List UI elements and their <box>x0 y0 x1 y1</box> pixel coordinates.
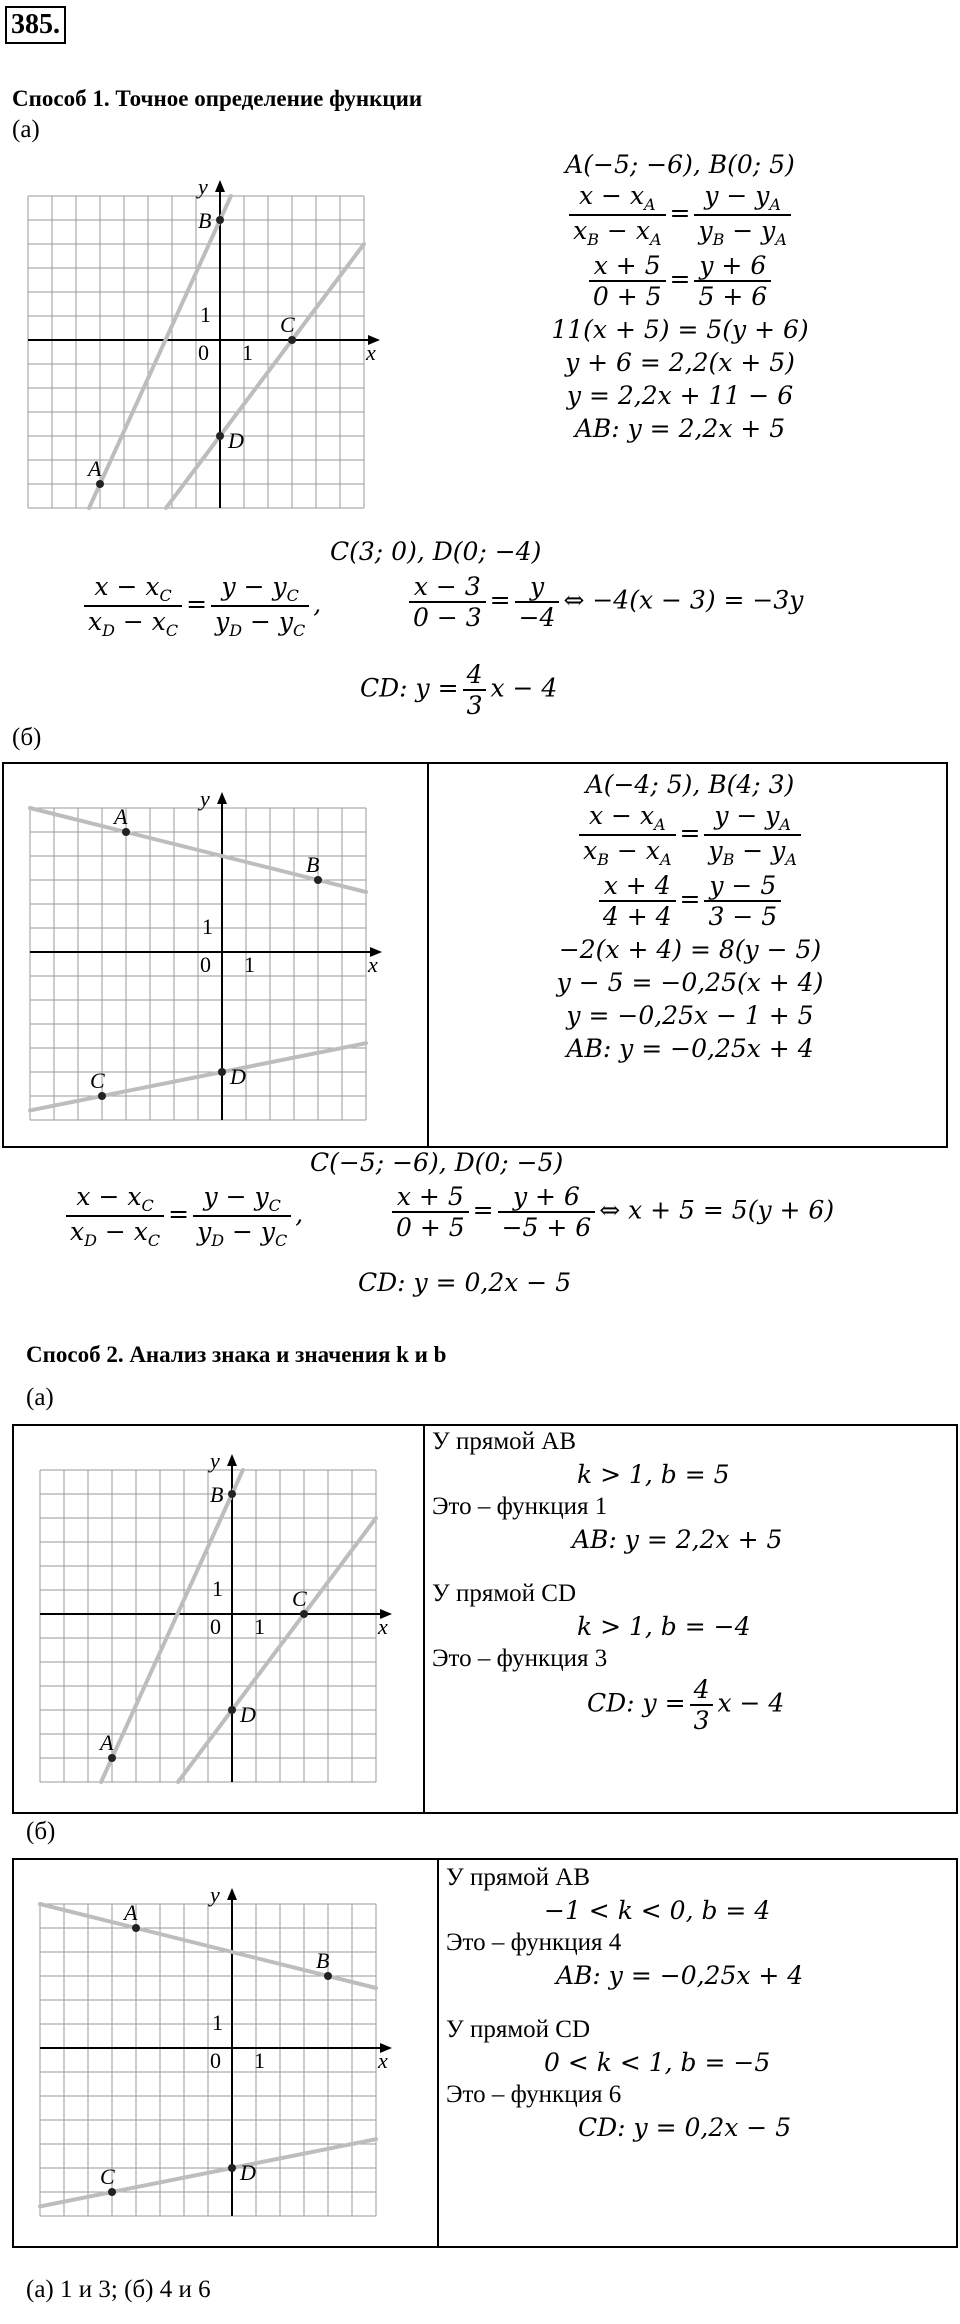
y-arrow <box>227 1888 237 1900</box>
x-one-label: 1 <box>242 340 253 365</box>
step-1: 11(x + 5) = 5(y + 6) <box>551 315 809 344</box>
x-one-label: 1 <box>254 1614 265 1639</box>
point-label-d: D <box>240 2160 256 2185</box>
point-b <box>216 216 224 224</box>
point-label-c: C <box>90 1068 105 1093</box>
ab-function: Это – функция 4 <box>446 1929 622 1956</box>
fraction-equation-substituted: $\frac{x + 5}{0 + 5}$ = $\frac{y + 6}{5 + 6}$ <box>420 251 940 311</box>
cd-title: У прямой CD <box>446 2016 591 2043</box>
point-label-b: B <box>306 852 320 877</box>
method2-a-label: (а) <box>26 1384 54 1411</box>
point-d <box>228 2164 236 2172</box>
y-arrow <box>227 1454 237 1466</box>
graph-1a <box>10 158 392 530</box>
y-one-label: 1 <box>212 2010 223 2035</box>
cd-points: C(3; 0), D(0; −4) <box>330 537 542 566</box>
x-axis-label: x <box>378 2048 388 2073</box>
ab-function: Это – функция 1 <box>432 1493 608 1520</box>
ab-result: AB: y = 2,2x + 5 <box>574 414 786 443</box>
origin-label: 0 <box>200 952 211 977</box>
point-label-d: D <box>228 428 244 453</box>
point-c <box>108 2188 116 2196</box>
y-arrow <box>217 792 227 804</box>
ab-title: У прямой AB <box>432 1428 577 1455</box>
point-label-b: B <box>198 208 212 233</box>
point-label-a: A <box>100 1730 114 1755</box>
cd-result: CD: y = $\frac{4}{3}$ x − 4 <box>360 660 558 720</box>
point-a <box>108 1754 116 1762</box>
point-c <box>300 1610 308 1618</box>
points-line: A(−4; 5), B(4; 3) <box>585 770 795 799</box>
divider <box>427 764 429 1146</box>
method1-a-derivation <box>420 150 940 443</box>
cd-fraction-substituted: $\frac{x + 5}{0 + 5}$ = $\frac{y + 6}{-5 + 6}$ ⇔ x + 5 = 5(y + 6) <box>388 1182 834 1242</box>
step-2: y − 5 = −0,25(x + 4) <box>556 968 824 997</box>
fraction-equation-substituted: $\frac{x + 4}{4 + 4}$ = $\frac{y - 5}{3 - 5}$ <box>440 871 940 931</box>
ab-result: AB: y = −0,25x + 4 <box>556 1961 804 1990</box>
point-a <box>132 1924 140 1932</box>
fraction-equation-general: $\frac{x - x_A}{x_B - x_A}$ = $\frac{y - y_A}{y_B - y_A}$ <box>440 801 940 869</box>
method1-a-label: (а) <box>12 116 40 143</box>
cd-title: У прямой CD <box>432 1580 577 1607</box>
fraction-equation-general: $\frac{x - x_A}{x_B - x_A}$ = $\frac{y - y_A}{y_B - y_A}$ <box>420 181 940 249</box>
method2-heading: Способ 2. Анализ знака и значения k и b <box>26 1342 447 1367</box>
point-d <box>218 1068 226 1076</box>
step-3: y = 2,2x + 11 − 6 <box>566 381 794 410</box>
y-one-label: 1 <box>200 302 211 327</box>
point-c <box>98 1092 106 1100</box>
origin-label: 0 <box>198 340 209 365</box>
graph-2a <box>22 1432 404 1804</box>
point-label-c: C <box>292 1586 307 1611</box>
step-3: y = −0,25x − 1 + 5 <box>566 1001 814 1030</box>
y-axis-label: y <box>210 1882 220 1907</box>
y-one-label: 1 <box>202 914 213 939</box>
ab-kb: k > 1, b = 5 <box>577 1460 730 1489</box>
graph-1b <box>12 770 394 1142</box>
cd-fraction-general: $\frac{x - x_C}{x_D - x_C}$ = $\frac{y - y_C}{y_D - y_C}$ , <box>80 572 321 640</box>
point-a <box>96 480 104 488</box>
method1-heading: Способ 1. Точное определение функции <box>12 86 423 111</box>
points-line: A(−5; −6), B(0; 5) <box>565 150 795 179</box>
line-ab <box>89 196 231 508</box>
x-axis-label: x <box>378 1614 388 1639</box>
point-d <box>228 1706 236 1714</box>
point-b <box>314 876 322 884</box>
problem-number: 385. <box>5 6 66 44</box>
cd-result: CD: y = 0,2x − 5 <box>358 1268 572 1297</box>
method1-b-derivation <box>440 770 940 1063</box>
point-b <box>228 1490 236 1498</box>
ab-title: У прямой AB <box>446 1864 591 1891</box>
point-c <box>288 336 296 344</box>
x-one-label: 1 <box>254 2048 265 2073</box>
y-arrow <box>215 180 225 192</box>
x-one-label: 1 <box>244 952 255 977</box>
point-label-c: C <box>280 312 295 337</box>
point-label-d: D <box>230 1064 246 1089</box>
x-axis-label: x <box>368 952 378 977</box>
method2-b-analysis <box>446 1864 946 2142</box>
point-label-a: A <box>88 456 102 481</box>
y-one-label: 1 <box>212 1576 223 1601</box>
point-label-c: C <box>100 2164 115 2189</box>
cd-kb: k > 1, b = −4 <box>577 1612 751 1641</box>
y-axis-label: y <box>210 1448 220 1473</box>
method1-b-label: (б) <box>12 724 42 751</box>
cd-fraction-general: $\frac{x - x_C}{x_D - x_C}$ = $\frac{y - y_C}{y_D - y_C}$ , <box>62 1182 303 1250</box>
ab-result: AB: y = −0,25x + 4 <box>566 1034 814 1063</box>
answer: (а) 1 и 3; (б) 4 и 6 <box>26 2276 211 2303</box>
divider <box>437 1860 439 2246</box>
cd-points: C(−5; −6), D(0; −5) <box>310 1148 564 1177</box>
point-label-d: D <box>240 1702 256 1727</box>
point-label-b: B <box>210 1482 224 1507</box>
y-axis-label: y <box>200 786 210 811</box>
graph-2b <box>22 1866 404 2238</box>
point-label-a: A <box>124 1900 138 1925</box>
line-ab <box>101 1470 243 1782</box>
point-d <box>216 432 224 440</box>
ab-kb: −1 < k < 0, b = 4 <box>544 1896 771 1925</box>
point-label-b: B <box>316 1948 330 1973</box>
origin-label: 0 <box>210 1614 221 1639</box>
cd-function: Это – функция 3 <box>432 1645 608 1672</box>
step-1: −2(x + 4) = 8(y − 5) <box>558 935 822 964</box>
method2-a-analysis <box>432 1428 952 1735</box>
point-a <box>122 828 130 836</box>
step-2: y + 6 = 2,2(x + 5) <box>565 348 795 377</box>
cd-function: Это – функция 6 <box>446 2081 622 2108</box>
cd-fraction-substituted: $\frac{x - 3}{0 - 3}$ = $\frac{y}{-4}$ ⇔ −4(x − 3) = −3y <box>405 572 803 632</box>
point-b <box>324 1972 332 1980</box>
cd-result: CD: y = $\frac{4}{3}$ x − 4 <box>587 1675 785 1735</box>
cd-result: CD: y = 0,2x − 5 <box>578 2113 792 2142</box>
origin-label: 0 <box>210 2048 221 2073</box>
divider <box>423 1426 425 1812</box>
cd-kb: 0 < k < 1, b = −5 <box>544 2048 771 2077</box>
y-axis-label: y <box>198 174 208 199</box>
ab-result: AB: y = 2,2x + 5 <box>572 1525 783 1554</box>
x-axis-label: x <box>366 340 376 365</box>
point-label-a: A <box>114 804 128 829</box>
method2-b-label: (б) <box>26 1818 56 1845</box>
